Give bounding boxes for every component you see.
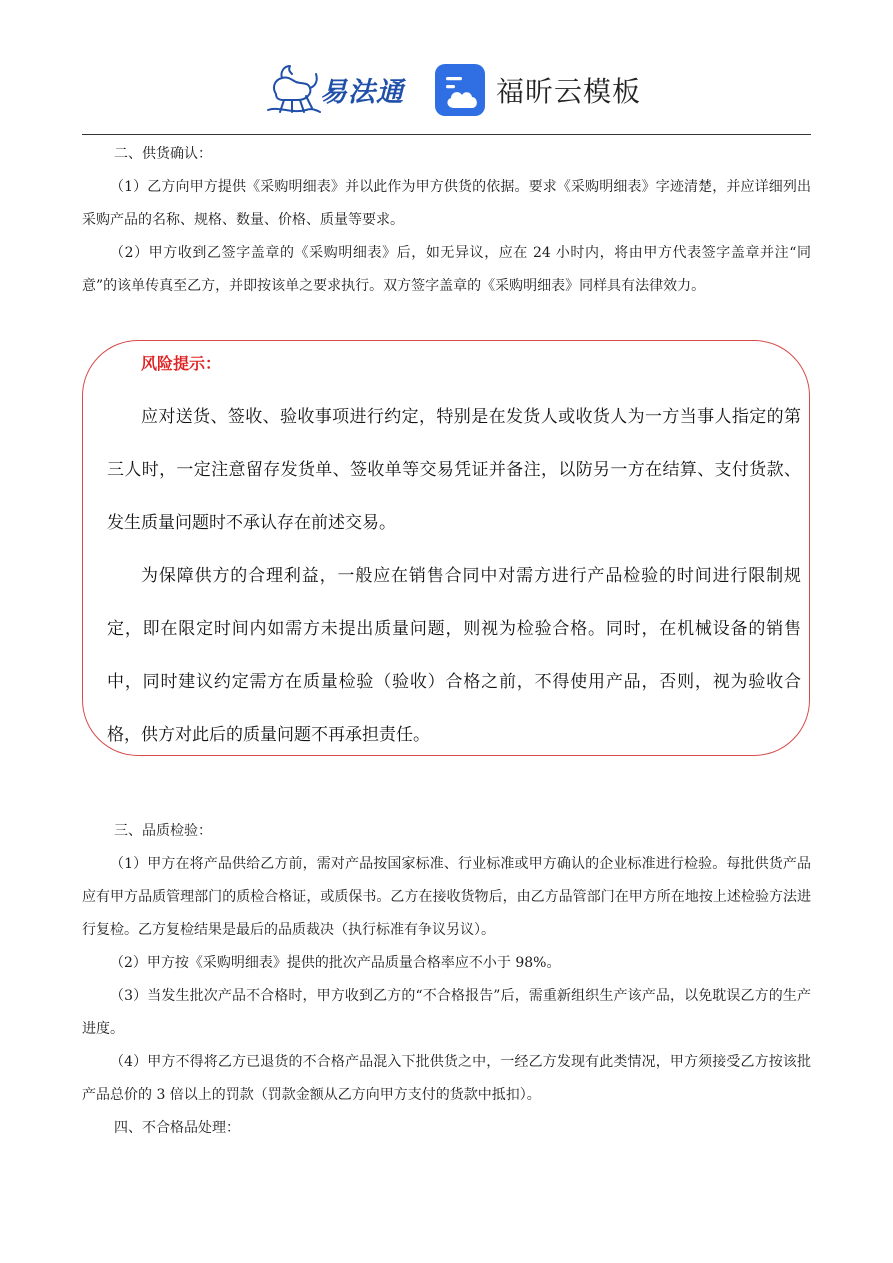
paragraph: （4）甲方不得将乙方已退货的不合格产品混入下批供货之中，一经乙方发现有此类情况，甲方须接受乙方按该批产品总价的 3 倍以上的罚款（罚款金额从乙方向甲方支付的货款中抵扣）。 xyxy=(82,1054,811,1103)
section-supply-confirmation xyxy=(82,138,811,303)
page-header xyxy=(0,58,893,122)
paragraph: （1）乙方向甲方提供《采购明细表》并以此作为甲方供货的依据。要求《采购明细表》字迹清楚，并应详细列出采购产品的名称、规格、数量、价格、质量等要求。 xyxy=(82,179,811,228)
foxit-cloud-logo-text: 福昕云模板 xyxy=(496,75,642,108)
risk-warning-box xyxy=(82,340,810,756)
risk-warning-title: 风险提示： xyxy=(141,354,222,373)
section-quality-inspection xyxy=(82,815,811,1145)
section-heading: 四、不合格品处理： xyxy=(114,1120,240,1136)
section-heading: 二、供货确认： xyxy=(114,146,212,162)
paragraph: （2）甲方按《采购明细表》提供的批次产品质量合格率应不小于 98%。 xyxy=(110,955,561,971)
risk-paragraph: 为保障供方的合理利益，一般应在销售合同中对需方进行产品检验的时间进行限制规定，即在限定时间内如需方未提出质量问题，则视为检验合格。同时，在机械设备的销售中，同时建议约定需方在质量检验（验收）合格之前，不得使用产品，否则，视为验收合格，供方对此后的质量问题不再承担责任。 xyxy=(107,566,801,745)
risk-warning-body xyxy=(107,391,801,762)
paragraph: （3）当发生批次产品不合格时，甲方收到乙方的“不合格报告”后，需重新组织生产该产品，以免耽误乙方的生产进度。 xyxy=(82,988,811,1037)
yifatong-logo xyxy=(262,60,412,118)
foxit-cloud-icon xyxy=(435,64,485,116)
paragraph: （1）甲方在将产品供给乙方前，需对产品按国家标准、行业标准或甲方确认的企业标准进行检验。每批供货产品应有甲方品质管理部门的质检合格证，或质保书。乙方在接收货物后，由乙方品管部门在甲方所在地按上述检验方法进行复检。乙方复检结果是最后的品质裁决（执行标准有争议另议）。 xyxy=(82,856,811,938)
paragraph: （2）甲方收到乙签字盖章的《采购明细表》后，如无异议，应在 24 小时内，将由甲方代表签字盖章并注“同意”的该单传真至乙方，并即按该单之要求执行。双方签字盖章的《采购明细表》同样具有法律效力。 xyxy=(82,245,811,294)
yifatong-logo-text: 易法通 xyxy=(320,77,404,108)
qilin-icon xyxy=(262,60,322,118)
header-divider xyxy=(82,134,811,135)
section-heading: 三、品质检验： xyxy=(114,823,212,839)
risk-paragraph: 应对送货、签收、验收事项进行约定，特别是在发货人或收货人为一方当事人指定的第三人时，一定注意留存发货单、签收单等交易凭证并备注，以防另一方在结算、支付货款、发生质量问题时不承认存在前述交易。 xyxy=(107,407,801,533)
